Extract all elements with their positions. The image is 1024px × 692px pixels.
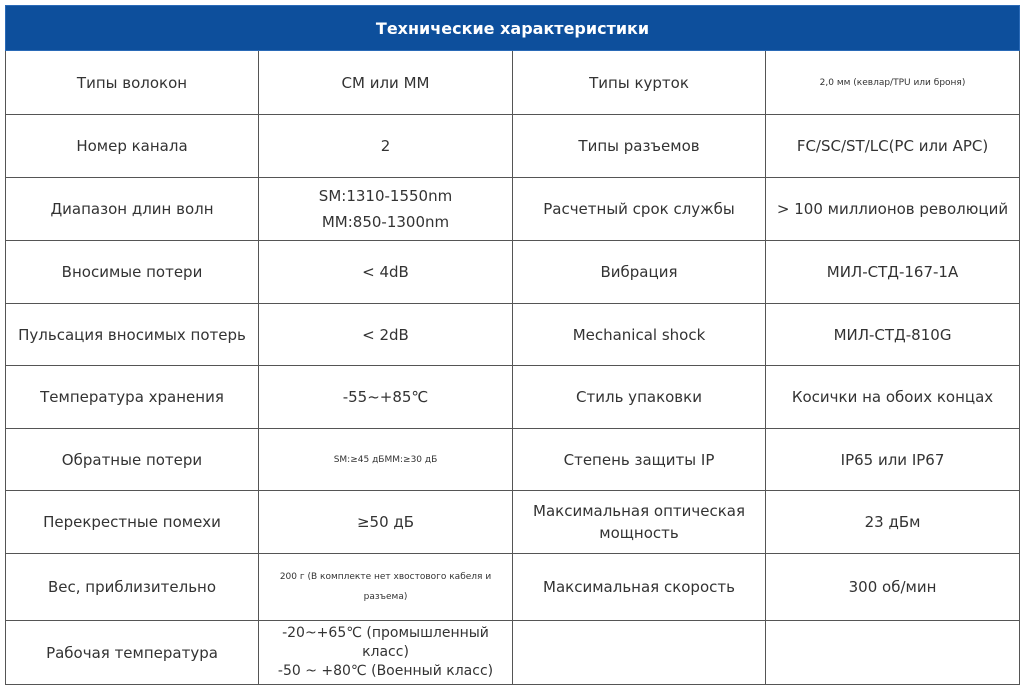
param-value: 300 об/мин [766,554,1020,621]
param-name: Максимальная оптическая мощность [513,491,766,554]
param-value: 200 г (В комплекте нет хвостового кабеля и разъема) [259,554,513,621]
param-name: Номер канала [6,115,259,178]
param-value [766,621,1020,685]
table-row [6,366,1020,429]
table-row [6,115,1020,178]
param-name: Расчетный срок службы [513,178,766,241]
table-row [6,304,1020,366]
param-name: Рабочая температура [6,621,259,685]
param-value: < 4dB [259,241,513,304]
value-line: SM:1310-1550nm [318,187,453,205]
param-value: 2,0 мм (кевлар/TPU или броня) [766,51,1020,115]
param-value: ≥50 дБ [259,491,513,554]
spec-table [5,5,1020,685]
param-name: Mechanical shock [513,304,766,366]
param-name: Диапазон длин волн [6,178,259,241]
table-row [6,621,1020,685]
param-name: Вибрация [513,241,766,304]
table-row [6,491,1020,554]
param-name: Типы курток [513,51,766,115]
param-value: IP65 или IP67 [766,429,1020,491]
param-name: Степень защиты IP [513,429,766,491]
param-name: Типы разъемов [513,115,766,178]
param-name: Температура хранения [6,366,259,429]
param-value: Косички на обоих концах [766,366,1020,429]
param-value: 2 [259,115,513,178]
param-value [259,178,513,241]
param-name: Пульсация вносимых потерь [6,304,259,366]
table-header-row [6,6,1020,51]
table-title: Технические характеристики [6,6,1020,51]
value-line: -50 ~ +80℃ (Военный класс) [277,663,494,679]
table-row [6,178,1020,241]
value-line: MM:850-1300nm [321,213,450,231]
param-name: Вес, приблизительно [6,554,259,621]
table-row [6,429,1020,491]
param-value: SM:≥45 дБMM:≥30 дБ [259,429,513,491]
param-value: < 2dB [259,304,513,366]
param-name: Вносимые потери [6,241,259,304]
table-row [6,554,1020,621]
param-value: FC/SC/ST/LC(PC или APC) [766,115,1020,178]
param-value: -55~+85℃ [259,366,513,429]
param-name: Перекрестные помехи [6,491,259,554]
param-value: СМ или ММ [259,51,513,115]
param-name: Типы волокон [6,51,259,115]
param-name [513,621,766,685]
param-value: > 100 миллионов революций [766,178,1020,241]
param-value [259,621,513,685]
param-value: МИЛ-СТД-167-1А [766,241,1020,304]
table-row [6,241,1020,304]
param-value: МИЛ-СТД-810G [766,304,1020,366]
param-name: Обратные потери [6,429,259,491]
value-line: -20~+65℃ (промышленный класс) [282,625,489,660]
param-name: Стиль упаковки [513,366,766,429]
param-name: Максимальная скорость [513,554,766,621]
table-row [6,51,1020,115]
param-value: 23 дБм [766,491,1020,554]
